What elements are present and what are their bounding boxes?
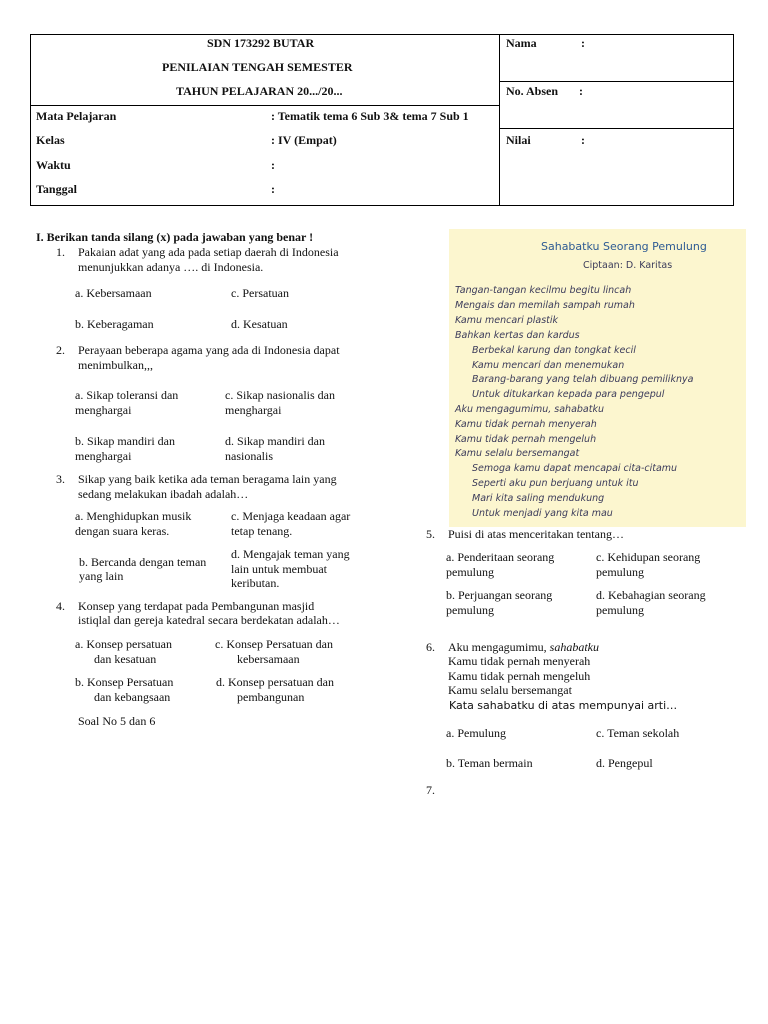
question-number: 1. [56, 245, 65, 259]
absen-value: : [579, 84, 583, 98]
time-value: : [271, 158, 275, 172]
answer-option-cont[interactable]: lain untuk membuat [231, 562, 327, 576]
answer-option[interactable]: c. Kehidupan seorang [596, 550, 701, 564]
score-label: Nilai [506, 133, 531, 147]
question-text: istiqlal dan gereja katedral secara berdekatan adalah… [78, 613, 340, 627]
answer-option[interactable]: c. Teman sekolah [596, 726, 680, 740]
table-divider [499, 128, 734, 129]
answer-option-cont[interactable]: menghargai [75, 403, 132, 417]
question-prompt: Kata sahabatku di atas mempunyai arti… [449, 699, 678, 712]
poem-line: Kamu selalu bersemangat [455, 448, 580, 459]
answer-option-cont[interactable]: pemulung [596, 565, 644, 579]
answer-option-cont[interactable]: menghargai [75, 449, 132, 463]
question-text: menunjukkan adanya …. di Indonesia. [78, 260, 264, 274]
answer-option[interactable]: d. Kebahagian seorang [596, 588, 706, 602]
answer-option[interactable]: b. Sikap mandiri dan [75, 434, 175, 448]
question-text: Puisi di atas menceritakan tentang… [448, 527, 624, 541]
question-text: Kamu tidak pernah menyerah [448, 654, 591, 668]
answer-option-cont[interactable]: pemulung [596, 603, 644, 617]
name-value: : [581, 36, 585, 50]
poem-line: Kamu mencari dan menemukan [472, 360, 625, 371]
answer-option[interactable]: d. Sikap mandiri dan [225, 434, 325, 448]
class-value: : IV (Empat) [271, 133, 337, 147]
school-name: SDN 173292 BUTAR [207, 36, 315, 50]
poem-line: Untuk menjadi yang kita mau [472, 508, 613, 519]
poem-line: Mengais dan memilah sampah rumah [455, 300, 635, 311]
poem-line: Semoga kamu dapat mencapai cita-citamu [472, 463, 678, 474]
poem-line: Kamu tidak pernah menyerah [455, 419, 597, 430]
answer-option[interactable]: c. Sikap nasionalis dan [225, 388, 335, 402]
answer-option[interactable]: d. Pengepul [596, 756, 653, 770]
question-text-italic: sahabatku [549, 640, 599, 654]
answer-option[interactable]: d. Mengajak teman yang [231, 547, 350, 561]
poem-line: Kamu tidak pernah mengeluh [455, 434, 597, 445]
question-text: Pakaian adat yang ada pada setiap daerah di Indonesia [78, 245, 339, 259]
answer-option[interactable]: a. Kebersamaan [75, 286, 152, 300]
subject-value: : Tematik tema 6 Sub 3& tema 7 Sub 1 [271, 109, 469, 123]
answer-option[interactable]: d. Kesatuan [231, 317, 288, 331]
answer-option[interactable]: d. Konsep persatuan dan [216, 675, 334, 689]
time-label: Waktu [36, 158, 71, 172]
question-text: Kamu selalu bersemangat [448, 683, 572, 697]
question-text: Konsep yang terdapat pada Pembangunan masjid [78, 599, 315, 613]
question-number: 6. [426, 640, 435, 654]
answer-option-cont[interactable]: dan kebangsaan [94, 690, 171, 704]
question-text-part: Aku mengagumimu, [448, 640, 550, 654]
poem-line: Untuk ditukarkan kepada para pengepul [472, 389, 665, 400]
answer-option[interactable]: c. Konsep Persatuan dan [215, 637, 333, 651]
name-label: Nama [506, 36, 537, 50]
school-year: TAHUN PELAJARAN 20.../20... [176, 84, 343, 98]
poem-line: Bahkan kertas dan kardus [455, 330, 580, 341]
question-text [448, 640, 599, 655]
table-divider [499, 81, 734, 82]
poem-line: Berbekal karung dan tongkat kecil [472, 345, 636, 356]
answer-option-cont[interactable]: dengan suara keras. [75, 524, 170, 538]
subject-label: Mata Pelajaran [36, 109, 117, 123]
question-number: 7. [426, 783, 435, 797]
absen-label: No. Absen [506, 84, 559, 98]
question-text: Kamu tidak pernah mengeluh [448, 669, 591, 683]
answer-option-cont[interactable]: tetap tenang. [231, 524, 293, 538]
answer-option-cont[interactable]: dan kesatuan [94, 652, 157, 666]
score-value: : [581, 133, 585, 147]
question-text: Perayaan beberapa agama yang ada di Indonesia dapat [78, 343, 340, 357]
poem-line: Barang-barang yang telah dibuang pemiliknya [472, 374, 694, 385]
answer-option-cont[interactable]: pemulung [446, 565, 494, 579]
question-text: menimbulkan,,, [78, 358, 153, 372]
date-value: : [271, 182, 275, 196]
date-label: Tanggal [36, 182, 77, 196]
answer-option-cont[interactable]: kebersamaan [237, 652, 300, 666]
poem-line: Kamu mencari plastik [455, 315, 559, 326]
poem-line: Tangan-tangan kecilmu begitu lincah [455, 285, 632, 296]
answer-option[interactable]: a. Penderitaan seorang [446, 550, 555, 564]
answer-option[interactable]: b. Teman bermain [446, 756, 533, 770]
poem-line: Aku mengagumimu, sahabatku [455, 404, 604, 415]
answer-option[interactable]: c. Menjaga keadaan agar [231, 509, 351, 523]
answer-option-cont[interactable]: pemulung [446, 603, 494, 617]
answer-option[interactable]: b. Perjuangan seorang [446, 588, 553, 602]
answer-option[interactable]: a. Sikap toleransi dan [75, 388, 179, 402]
table-divider [499, 35, 500, 206]
question-text: Sikap yang baik ketika ada teman beragama lain yang [78, 472, 337, 486]
question-number: 3. [56, 472, 65, 486]
poem-line: Mari kita saling mendukung [472, 493, 605, 504]
answer-option[interactable]: a. Konsep persatuan [75, 637, 172, 651]
answer-option-cont[interactable]: keributan. [231, 576, 280, 590]
answer-option-cont[interactable]: nasionalis [225, 449, 273, 463]
poem-author: Ciptaan: D. Karitas [583, 260, 673, 271]
answer-option-cont[interactable]: yang lain [79, 569, 124, 583]
question-number: 5. [426, 527, 435, 541]
poem-box [449, 229, 746, 527]
question-number: 4. [56, 599, 65, 613]
answer-option[interactable]: b. Konsep Persatuan [75, 675, 174, 689]
answer-option-cont[interactable]: menghargai [225, 403, 282, 417]
answer-option[interactable]: b. Bercanda dengan teman [79, 555, 207, 569]
answer-option[interactable]: a. Menghidupkan musik [75, 509, 192, 523]
section-title: I. Berikan tanda silang (x) pada jawaban yang benar ! [36, 230, 314, 244]
question-number: 2. [56, 343, 65, 357]
answer-option[interactable]: c. Persatuan [231, 286, 289, 300]
table-divider [31, 105, 499, 106]
poem-line: Seperti aku pun berjuang untuk itu [472, 478, 639, 489]
answer-option[interactable]: b. Keberagaman [75, 317, 154, 331]
poem-title: Sahabatku Seorang Pemulung [541, 240, 707, 253]
exam-title: PENILAIAN TENGAH SEMESTER [162, 60, 353, 74]
answer-option[interactable]: a. Pemulung [446, 726, 506, 740]
question-text: sedang melakukan ibadah adalah… [78, 487, 249, 501]
class-label: Kelas [36, 133, 65, 147]
answer-option-cont[interactable]: pembangunan [237, 690, 305, 704]
note-text: Soal No 5 dan 6 [78, 714, 156, 728]
